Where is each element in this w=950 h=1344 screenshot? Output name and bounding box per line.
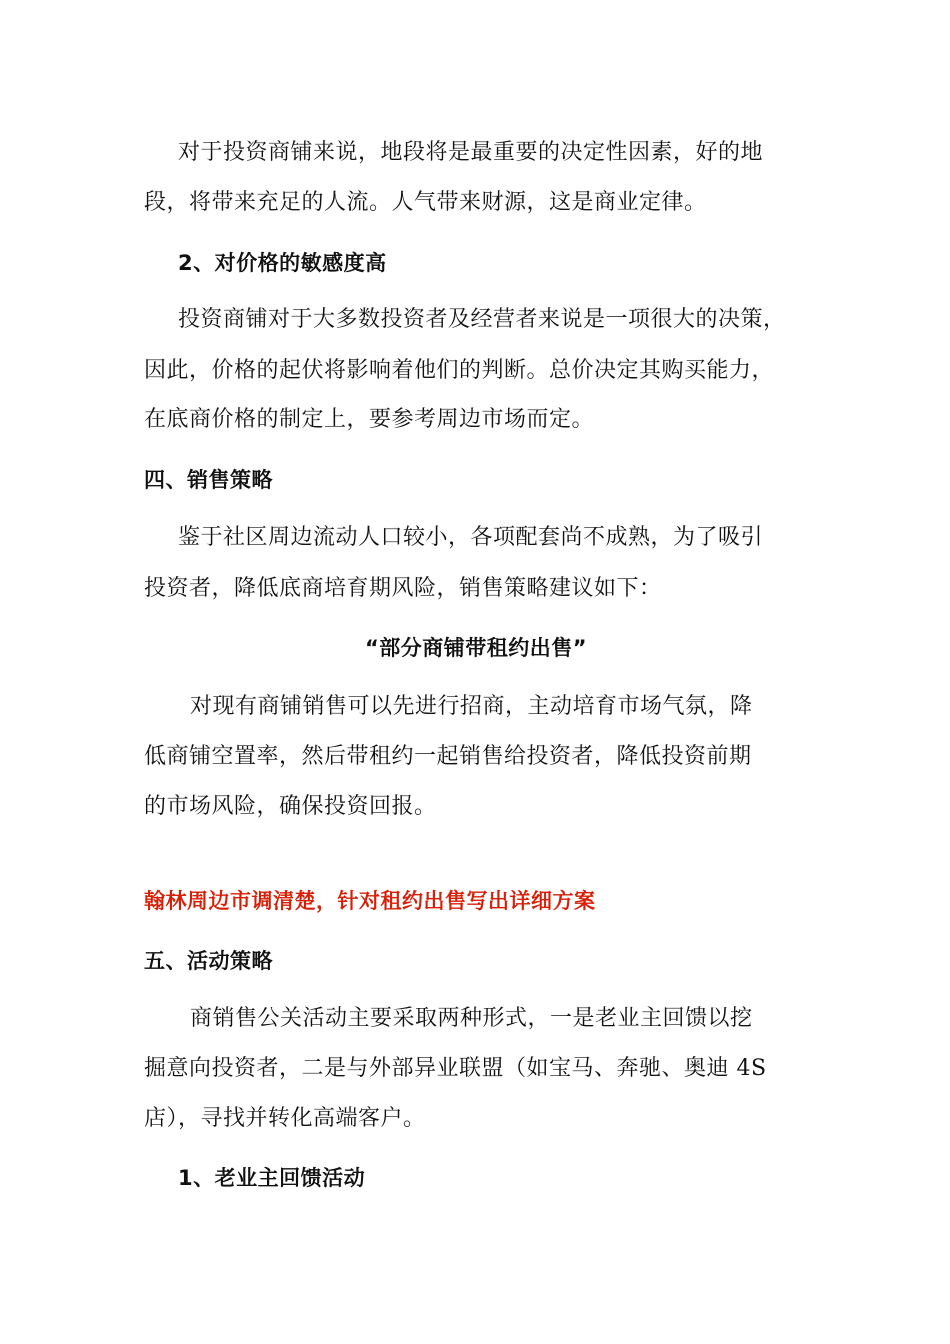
paragraph-line: 的市场风险，确保投资回报。 [144,794,437,819]
section-heading: 五、活动策略 [144,949,273,973]
red-note: 翰林周边市调清楚，针对租约出售写出详细方案 [144,889,596,913]
paragraph-line: 店），寻找并转化高端客户。 [144,1106,426,1131]
paragraph-line: 低商铺空置率，然后带租约一起销售给投资者，降低投资前期 [144,744,752,769]
paragraph-line: 在底商价格的制定上，要参考周边市场而定。 [144,407,595,432]
paragraph-line: 掘意向投资者，二是与外部异业联盟（如宝马、奔驰、奥迪 4S [144,1056,767,1081]
paragraph-line: 商销售公关活动主要采取两种形式，一是老业主回馈以挖 [190,1006,753,1031]
paragraph-line: 对现有商铺销售可以先进行招商，主动培育市场气氛，降 [190,694,753,719]
section-heading: 2、对价格的敏感度高 [178,251,387,275]
quote-line: “部分商铺带租约出售” [365,636,588,660]
paragraph-line: 投资商铺对于大多数投资者及经营者来说是一项很大的决策， [178,307,786,332]
section-heading: 四、销售策略 [144,468,273,492]
paragraph-line: 因此，价格的起伏将影响着他们的判断。总价决定其购买能力， [144,358,775,383]
section-heading: 1、老业主回馈活动 [178,1166,366,1190]
paragraph-line: 对于投资商铺来说，地段将是最重要的决定性因素，好的地 [178,140,764,165]
paragraph-line: 段，将带来充足的人流。人气带来财源，这是商业定律。 [144,190,707,215]
paragraph-line: 投资者，降低底商培育期风险，销售策略建议如下： [144,576,662,601]
paragraph-line: 鉴于社区周边流动人口较小，各项配套尚不成熟，为了吸引 [178,525,764,550]
